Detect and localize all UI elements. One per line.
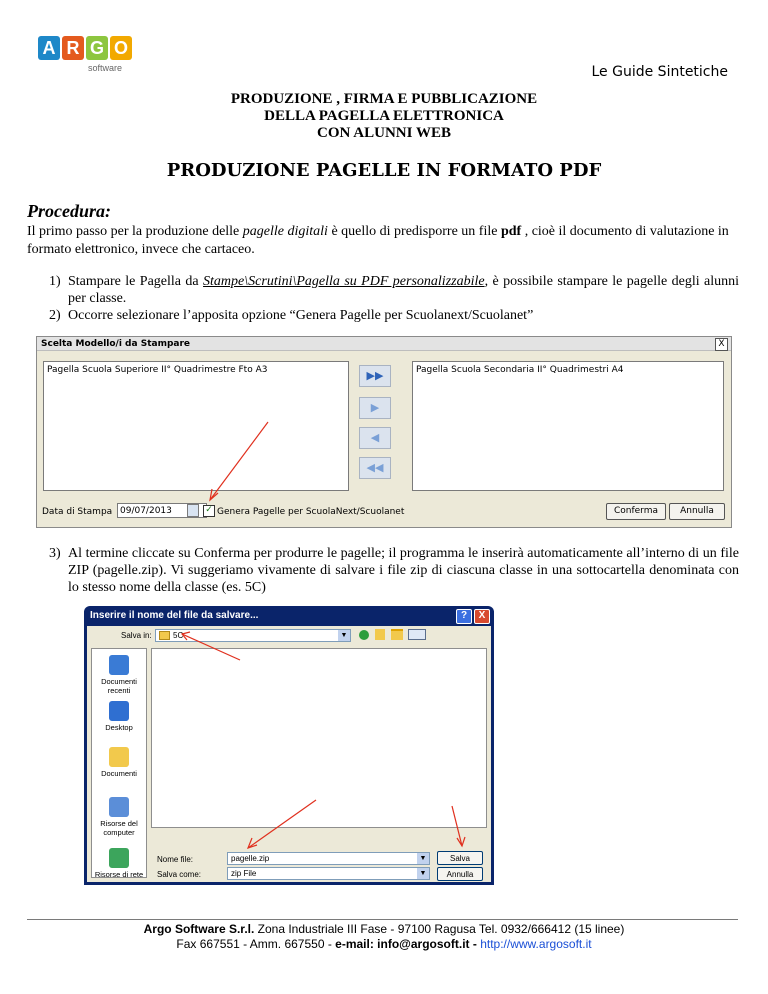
help-button[interactable]: ? [456, 609, 472, 624]
company-address: Zona Industriale III Fase - 97100 Ragusa Tel. 0932/666412 (15 linee) [254, 922, 625, 936]
date-input[interactable]: 09/07/2013 [117, 503, 207, 518]
email-text[interactable]: e-mail: info@argosoft.it - [335, 937, 481, 951]
chevron-down-icon[interactable]: ▼ [417, 853, 429, 864]
intro-text: Il primo passo per la produzione delle [27, 224, 243, 239]
savetype-label: Salva come: [157, 870, 202, 879]
company-name: Argo Software S.r.l. [143, 922, 255, 936]
step-text: Occorre selezionare l’apposita opzione “Genera Pagelle per Scuolanext/Scuolanet” [68, 308, 534, 323]
website-link[interactable]: http://www.argosoft.it [480, 937, 592, 951]
list-item[interactable]: Pagella Scuola Superiore II° Quadrimestre Fto A3 [47, 365, 268, 375]
close-button[interactable]: X [715, 338, 728, 351]
move-left-button[interactable]: ◀ [359, 427, 391, 449]
cancel-button[interactable]: Annulla [437, 867, 483, 881]
footer-divider [27, 919, 738, 920]
save-in-value: 5C [173, 631, 184, 640]
place-label: Documenti [101, 677, 137, 686]
place-label: recenti [107, 686, 131, 695]
arrow-to-folder [182, 634, 240, 660]
intro-text: è quello di predisporre un file [327, 224, 501, 239]
place-label: Risorse di rete [94, 870, 144, 879]
place-label: Desktop [105, 723, 133, 732]
step-text-part: Stampare le Pagella da [68, 274, 204, 289]
filename-label: Nome file: [157, 855, 194, 864]
place-label: Risorse del [100, 819, 138, 828]
arrow-to-save [452, 806, 462, 846]
title-line: PRODUZIONE , FIRMA E PUBBLICAZIONE [230, 91, 538, 107]
list-item[interactable]: Pagella Scuola Secondaria II° Quadrimestri A4 [416, 365, 624, 375]
chevron-down-icon[interactable]: ▼ [417, 868, 429, 879]
title-line: CON ALUNNI WEB [317, 125, 451, 141]
step-number: 3) [49, 546, 61, 561]
logo-letter: G [86, 36, 108, 60]
generate-checkbox[interactable]: ✓ [203, 505, 215, 517]
dialog-title: Scelta Modello/i da Stampare [37, 337, 731, 351]
intro-bold: pdf [500, 224, 522, 239]
section-title: PRODUZIONE PAGELLE IN FORMATO PDF [166, 160, 602, 181]
close-button[interactable]: X [474, 609, 490, 624]
confirm-button[interactable]: Conferma [606, 503, 666, 520]
move-all-left-button[interactable]: ◀◀ [359, 457, 391, 479]
fax-text: Fax 667551 - Amm. 667550 - [176, 937, 336, 951]
place-label: Documenti [101, 769, 137, 778]
cancel-button[interactable]: Annulla [669, 503, 725, 520]
intro-italic: pagelle digitali [242, 224, 328, 239]
step-number: 1) [49, 274, 61, 289]
logo-letter: A [38, 36, 60, 60]
move-all-right-button[interactable]: ▶▶ [359, 365, 391, 387]
logo-letter: O [110, 36, 132, 60]
savetype-value: zip File [231, 869, 257, 878]
arrow-to-filename [248, 800, 316, 848]
step-text: Al termine cliccate su Conferma per produrre le pagelle; il programma le inserirà automaticamente all’interno di un file ZIP (pagelle.zip). Vi suggeriamo vivamente di salvare i file zip di ciascuna classe in una sottocartella denominata con lo stesso nome della classe (es. 5C) [68, 546, 739, 595]
logo-tagline: software [88, 63, 123, 73]
intro-text: , cioè il documento di valutazione in formato elettronico, invece che cartaceo. [27, 224, 729, 257]
footer-line-1 [0, 922, 768, 937]
arrow-to-checkbox [210, 422, 268, 500]
footer-line-2 [0, 937, 768, 952]
menu-path-link[interactable]: Stampe\Scrutini\Pagella su PDF personalizzabile [203, 274, 485, 289]
chevron-down-icon[interactable]: ▼ [338, 630, 350, 641]
step-text-part: , è possibile stampare le pagelle degli alunni per classe. [68, 274, 739, 306]
date-label: Data di Stampa [42, 507, 113, 517]
filename-value: pagelle.zip [231, 854, 270, 863]
place-label: computer [103, 828, 135, 837]
dialog-title: Inserire il nome del file da salvare... [90, 610, 259, 621]
guide-label: Le Guide Sintetiche [591, 64, 728, 80]
save-button[interactable]: Salva [437, 851, 483, 865]
move-right-button[interactable]: ▶ [359, 397, 391, 419]
logo-letter: R [62, 36, 84, 60]
title-line: DELLA PAGELLA ELETTRONICA [264, 108, 504, 124]
save-in-label: Salva in: [121, 631, 152, 640]
step-number: 2) [49, 308, 61, 323]
procedure-heading: Procedura: [27, 201, 111, 221]
generate-checkbox-label: Genera Pagelle per ScuolaNext/Scuolanet [217, 507, 405, 517]
